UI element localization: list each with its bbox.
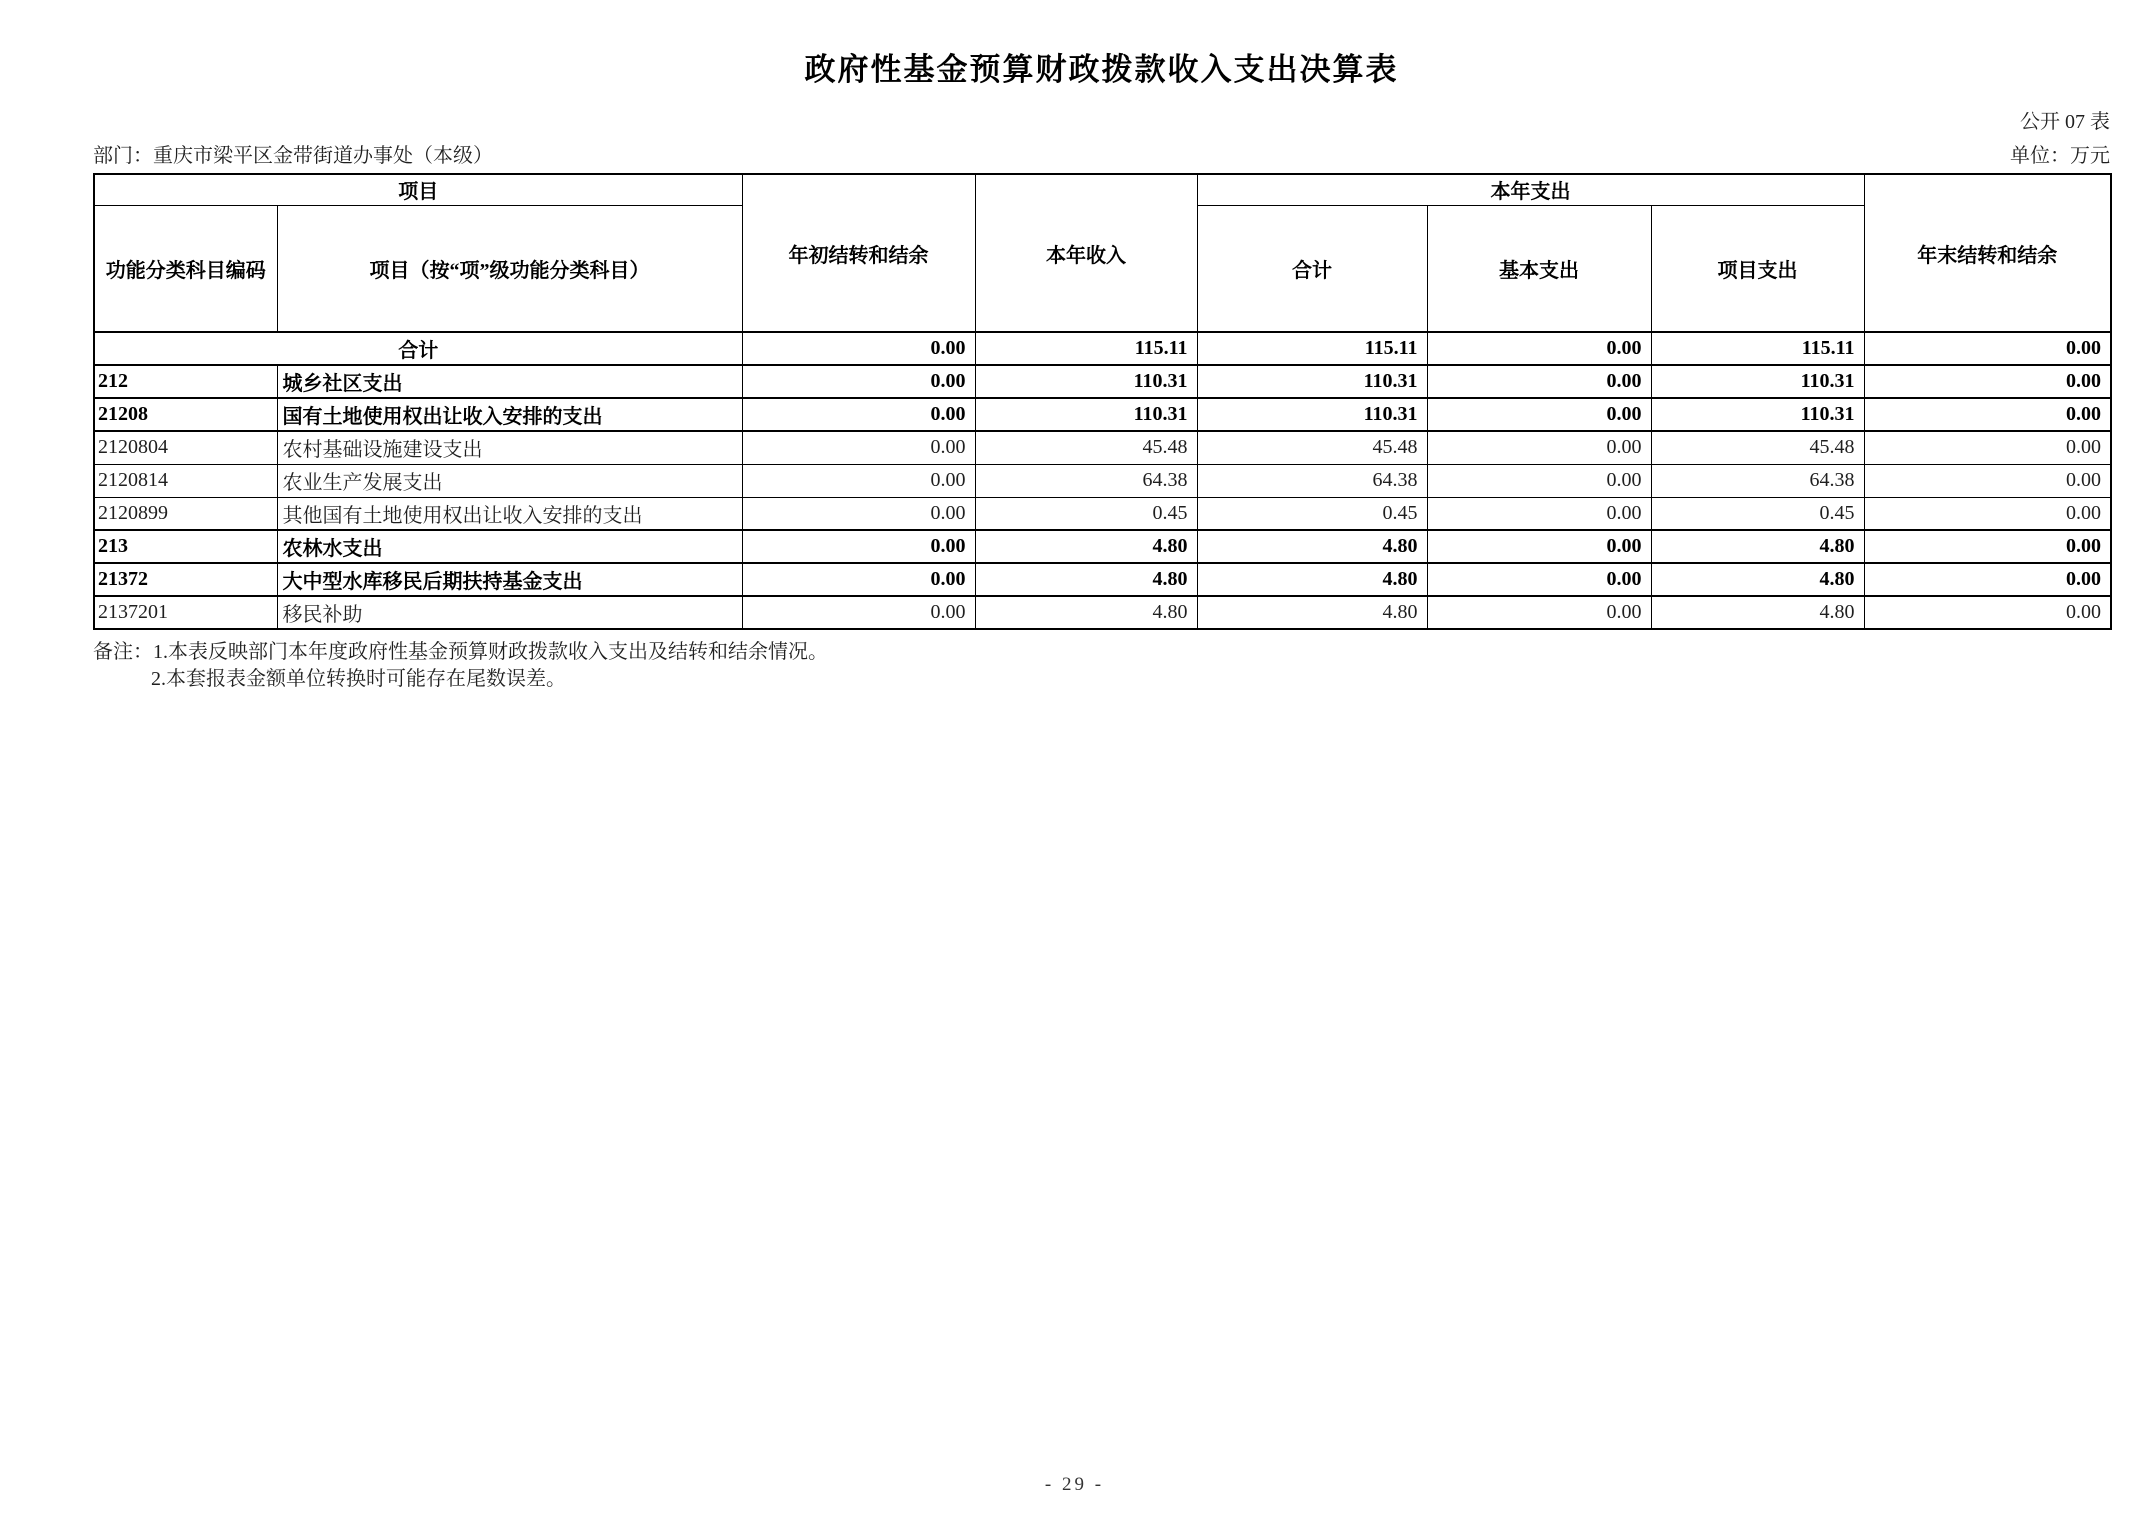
cell-total: 4.80 — [1197, 563, 1427, 596]
meta-row — [93, 139, 2110, 168]
note-line-2: 2.本套报表金额单位转换时可能存在尾数误差。 — [151, 668, 566, 690]
cell-project: 4.80 — [1651, 530, 1864, 563]
cell-item-name: 其他国有土地使用权出让收入安排的支出 — [277, 497, 742, 530]
cell-function-code: 213 — [94, 530, 277, 563]
cell-income: 4.80 — [975, 563, 1197, 596]
cell-basic: 0.00 — [1427, 431, 1651, 464]
department-label: 部门：重庆市梁平区金带街道办事处（本级） — [93, 145, 493, 167]
cell-project: 110.31 — [1651, 398, 1864, 431]
cell-total: 115.11 — [1197, 332, 1427, 365]
cell-basic: 0.00 — [1427, 497, 1651, 530]
cell-project: 45.48 — [1651, 431, 1864, 464]
table-row — [94, 464, 2111, 497]
table-row — [94, 497, 2111, 530]
cell-function-code: 2120899 — [94, 497, 277, 530]
cell-item-name: 农村基础设施建设支出 — [277, 431, 742, 464]
cell-function-code: 2137201 — [94, 596, 277, 629]
cell-closing: 0.00 — [1864, 530, 2111, 563]
cell-function-code: 2120804 — [94, 431, 277, 464]
cell-opening: 0.00 — [742, 398, 975, 431]
cell-income: 110.31 — [975, 398, 1197, 431]
document-content — [93, 0, 2110, 693]
cell-total-row-label: 合计 — [94, 332, 742, 365]
cell-income: 115.11 — [975, 332, 1197, 365]
cell-closing: 0.00 — [1864, 365, 2111, 398]
cell-function-code: 21372 — [94, 563, 277, 596]
cell-income: 4.80 — [975, 596, 1197, 629]
table-row — [94, 365, 2111, 398]
cell-income: 64.38 — [975, 464, 1197, 497]
cell-function-code: 212 — [94, 365, 277, 398]
cell-project: 110.31 — [1651, 365, 1864, 398]
cell-opening: 0.00 — [742, 563, 975, 596]
cell-project: 4.80 — [1651, 596, 1864, 629]
notes-block — [93, 639, 2110, 693]
page-number: - 29 - — [1044, 1474, 1105, 1495]
cell-basic: 0.00 — [1427, 563, 1651, 596]
cell-project: 115.11 — [1651, 332, 1864, 365]
header-col-item-name: 项目（按“项”级功能分类科目） — [277, 205, 742, 332]
cell-total: 0.45 — [1197, 497, 1427, 530]
cell-opening: 0.00 — [742, 464, 975, 497]
cell-closing: 0.00 — [1864, 464, 2111, 497]
cell-basic: 0.00 — [1427, 365, 1651, 398]
cell-income: 4.80 — [975, 530, 1197, 563]
cell-total: 110.31 — [1197, 398, 1427, 431]
cell-project: 0.45 — [1651, 497, 1864, 530]
table-row — [94, 431, 2111, 464]
cell-basic: 0.00 — [1427, 398, 1651, 431]
cell-total: 45.48 — [1197, 431, 1427, 464]
cell-basic: 0.00 — [1427, 596, 1651, 629]
cell-item-name: 城乡社区支出 — [277, 365, 742, 398]
cell-item-name: 农业生产发展支出 — [277, 464, 742, 497]
header-row-groups — [94, 174, 2111, 205]
cell-closing: 0.00 — [1864, 398, 2111, 431]
header-col-basic-expenditure: 基本支出 — [1427, 205, 1651, 332]
table-row — [94, 563, 2111, 596]
cell-closing: 0.00 — [1864, 332, 2111, 365]
cell-function-code: 21208 — [94, 398, 277, 431]
cell-total: 4.80 — [1197, 530, 1427, 563]
cell-closing: 0.00 — [1864, 563, 2111, 596]
header-col-expenditure-total: 合计 — [1197, 205, 1427, 332]
cell-income: 110.31 — [975, 365, 1197, 398]
header-group-item: 项目 — [94, 174, 742, 205]
cell-basic: 0.00 — [1427, 530, 1651, 563]
cell-total: 4.80 — [1197, 596, 1427, 629]
table-row — [94, 398, 2111, 431]
cell-total: 110.31 — [1197, 365, 1427, 398]
cell-opening: 0.00 — [742, 365, 975, 398]
cell-item-name: 国有土地使用权出让收入安排的支出 — [277, 398, 742, 431]
cell-opening: 0.00 — [742, 530, 975, 563]
header-col-current-income: 本年收入 — [975, 174, 1197, 332]
cell-opening: 0.00 — [742, 497, 975, 530]
cell-function-code: 2120814 — [94, 464, 277, 497]
cell-closing: 0.00 — [1864, 497, 2111, 530]
page-title: 政府性基金预算财政拨款收入支出决算表 — [804, 52, 1399, 87]
header-col-project-expenditure: 项目支出 — [1651, 205, 1864, 332]
table-row — [94, 596, 2111, 629]
header-group-expenditure: 本年支出 — [1197, 174, 1864, 205]
cell-project: 64.38 — [1651, 464, 1864, 497]
cell-basic: 0.00 — [1427, 464, 1651, 497]
header-col-function-code: 功能分类科目编码 — [94, 205, 277, 332]
cell-income: 0.45 — [975, 497, 1197, 530]
fund-budget-table — [93, 173, 2112, 630]
cell-closing: 0.00 — [1864, 596, 2111, 629]
cell-opening: 0.00 — [742, 431, 975, 464]
cell-item-name: 农林水支出 — [277, 530, 742, 563]
header-col-closing-balance: 年末结转和结余 — [1864, 174, 2111, 332]
note-line-1: 备注：1.本表反映部门本年度政府性基金预算财政拨款收入支出及结转和结余情况。 — [93, 641, 828, 663]
cell-total: 64.38 — [1197, 464, 1427, 497]
form-code-label: 公开 07 表 — [2020, 111, 2110, 133]
cell-income: 45.48 — [975, 431, 1197, 464]
cell-opening: 0.00 — [742, 332, 975, 365]
cell-opening: 0.00 — [742, 596, 975, 629]
header-col-opening-balance: 年初结转和结余 — [742, 174, 975, 332]
cell-item-name: 移民补助 — [277, 596, 742, 629]
table-row — [94, 530, 2111, 563]
cell-item-name: 大中型水库移民后期扶持基金支出 — [277, 563, 742, 596]
table-body — [94, 332, 2111, 629]
cell-basic: 0.00 — [1427, 332, 1651, 365]
cell-project: 4.80 — [1651, 563, 1864, 596]
table-row — [94, 332, 2111, 365]
unit-label: 单位：万元 — [2010, 145, 2110, 167]
cell-closing: 0.00 — [1864, 431, 2111, 464]
